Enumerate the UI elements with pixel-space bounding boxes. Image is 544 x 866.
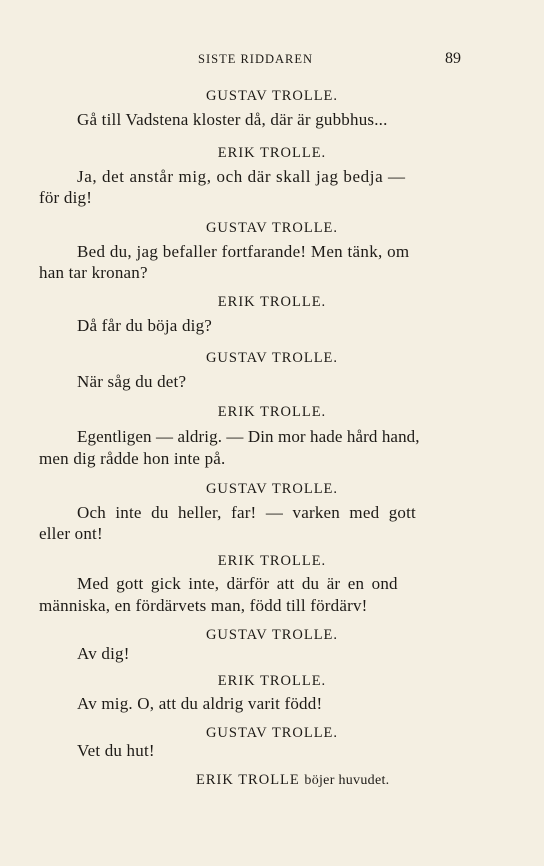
- dialogue-line: Med gott gick inte, därför att du är en ond: [77, 574, 398, 593]
- speaker-name: GUSTAV TROLLE.: [205, 725, 339, 741]
- speaker-name: GUSTAV TROLLE.: [205, 350, 339, 366]
- speaker-name: ERIK TROLLE.: [217, 673, 327, 689]
- dialogue-line: Gå till Vadstena kloster då, där är gubbhus...: [77, 110, 388, 129]
- speaker-name: GUSTAV TROLLE.: [205, 88, 339, 104]
- dialogue-line: Vet du hut!: [77, 741, 155, 760]
- dialogue-line: Ja, det anstår mig, och där skall jag bedja —: [77, 167, 406, 186]
- page-number: 89: [445, 50, 461, 67]
- dialogue-line: eller ont!: [39, 524, 103, 543]
- speaker-name: ERIK TROLLE.: [217, 145, 327, 161]
- dialogue-line: När såg du det?: [77, 372, 187, 391]
- dialogue-line: Av mig. O, att du aldrig varit född!: [77, 694, 323, 713]
- dialogue-line: Bed du, jag befaller fortfarande! Men tänk, om: [77, 242, 410, 261]
- speaker-name: ERIK TROLLE.: [217, 404, 327, 420]
- dialogue-line: Och inte du heller, far! — varken med gott: [77, 503, 416, 522]
- dialogue-line: för dig!: [39, 188, 93, 207]
- stage-direction-text: böjer huvudet.: [304, 773, 390, 788]
- dialogue-line: Egentligen — aldrig. — Din mor hade hård hand,: [77, 427, 420, 446]
- speaker-name: ERIK TROLLE.: [217, 553, 327, 569]
- dialogue-line: människa, en fördärvets man, född till fördärv!: [39, 596, 368, 615]
- speaker-name: GUSTAV TROLLE.: [205, 627, 339, 643]
- dialogue-line: Av dig!: [77, 644, 130, 663]
- dialogue-line: men dig rådde hon inte på.: [39, 449, 226, 468]
- speaker-name: GUSTAV TROLLE.: [205, 481, 339, 497]
- stage-direction: [196, 772, 389, 789]
- speaker-name: ERIK TROLLE.: [217, 294, 327, 310]
- running-title: SISTE RIDDAREN: [198, 52, 314, 66]
- speaker-name: GUSTAV TROLLE.: [205, 220, 339, 236]
- stage-direction-speaker: ERIK TROLLE: [196, 772, 300, 788]
- dialogue-line: han tar kronan?: [39, 263, 148, 282]
- dialogue-line: Då får du böja dig?: [77, 316, 213, 335]
